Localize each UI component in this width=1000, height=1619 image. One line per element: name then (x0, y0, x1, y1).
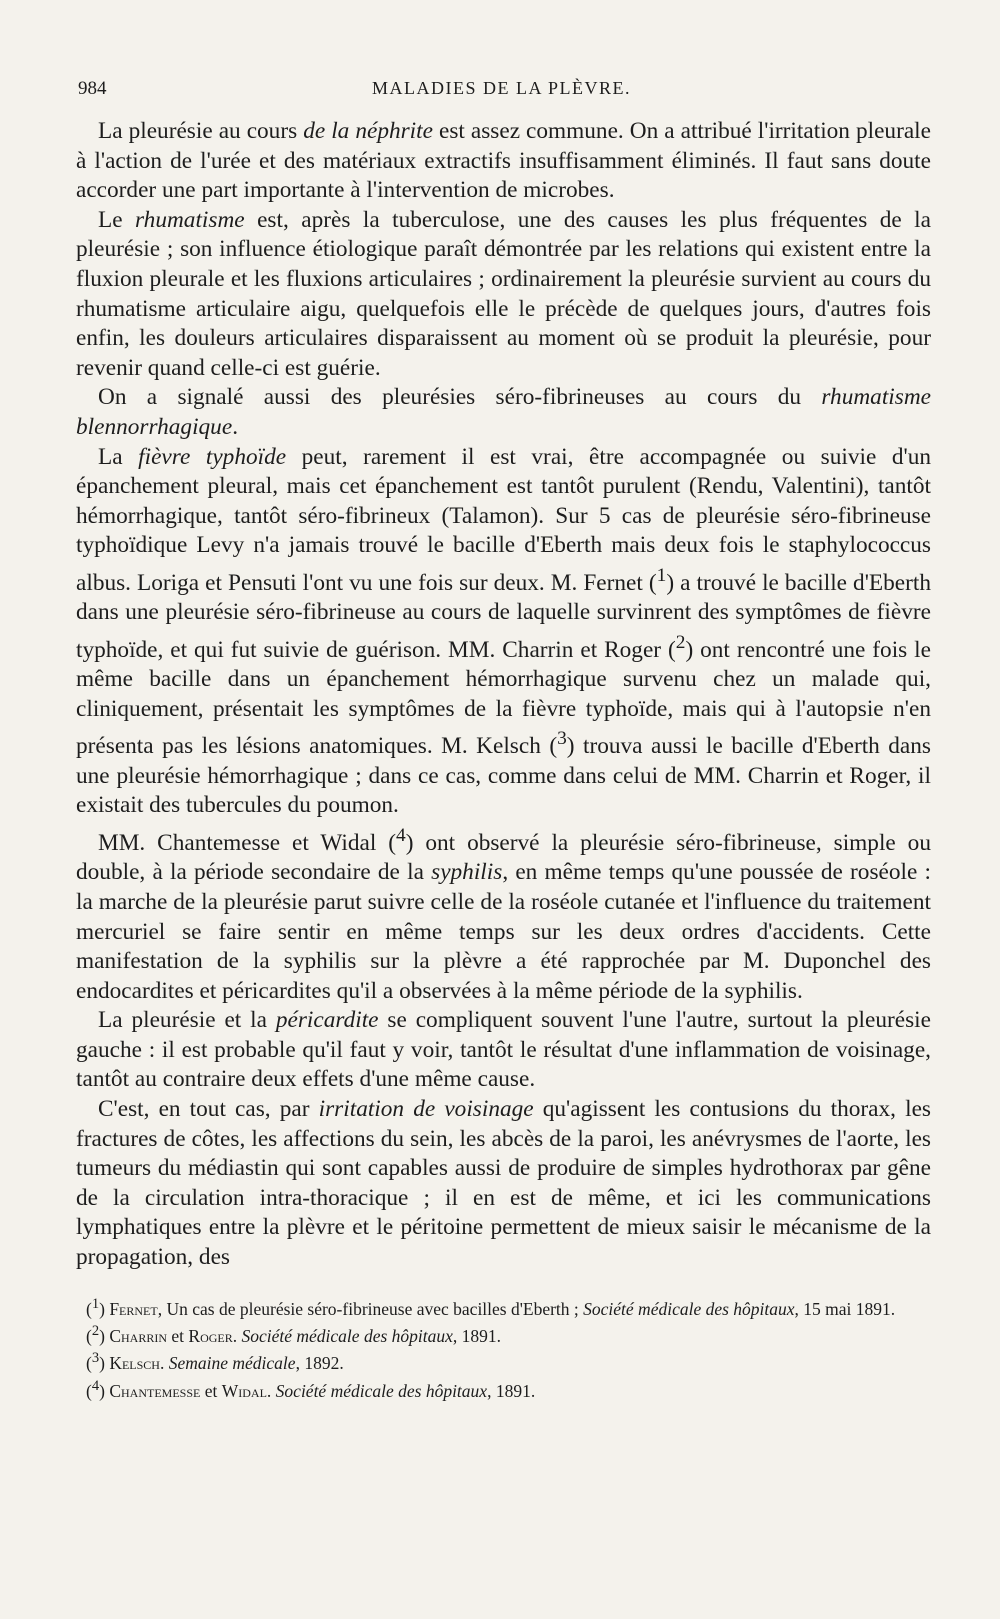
footnote-ref-4: 4 (396, 824, 406, 846)
paragraph-pericardite: La pleurésie et la péricardite se compliquent souvent l'une l'autre, surtout la pleurésie gauche : il est probable qu'il faut y voir, tantôt le résultat d'une inflammation de voisinage, tantôt au contraire deux effets d'une même cause. (76, 1007, 931, 1093)
paragraph-fievre-typhoide: La fièvre typhoïde peut, rarement il est vrai, être accompagnée ou suivie d'un épanchement pleural, mais cet épanchement est tantôt purulent (Rendu, Valentini), tantôt hémorrhagique, tantôt séro-fibrineux (Talamon). Sur 5 cas de pleurésie séro-fibrineuse typhoïdique Levy n'a jamais trouvé le bacille d'Eberth mais deux fois le staphylococcus albus. Loriga et Pensuti l'ont vu une fois sur deux. M. Fernet ($^1$) a trouvé le bacille d'Eberth dans une pleurésie séro-fibrineuse au cours de laquelle survinrent des symptômes de fièvre typhoïde, et qui fut suivie de guérison. MM. Charrin et Roger ($^2$) ont rencontré une fois le même bacille dans un épanchement hémorrhagique survenu chez un malade qui, cliniquement, présentait les symptômes de la fièvre typhoïde, mais qui à l'autopsie n'en présenta pas les lésions anatomiques. M. Kelsch ($^3$) trouva aussi le bacille d'Eberth dans une pleurésie hémorrhagique ; dans ce cas, comme dans celui de MM. Charrin et Roger, il existait des tubercules du poumon. (76, 443, 931, 819)
page-number: 984 (78, 78, 107, 99)
paragraph-blennorrhagique: On a signalé aussi des pleurésies séro-fibrineuses au cours du rhumatisme blennorrhagique. (76, 384, 931, 440)
footnote-ref-2: 2 (675, 631, 686, 653)
footnote-ref-3: 3 (557, 728, 567, 750)
paragraph-irritation-voisinage: C'est, en tout cas, par irritation de voisinage qu'agissent les contusions du thorax, les fractures de côtes, les affections du sein, les abcès de la paroi, les anévrysmes de l'aorte, les tumeurs du médiastin qui sont capables aussi de produire de simples hydrothorax par gêne de la circulation intra-thoracique ; il en est de même, et ici les communications lymphatiques entre la plèvre et le péritoine permettent de mieux saisir le mécanisme de la propagation, des (76, 1096, 932, 1271)
footnote-1: ($^1$) Fernet, Un cas de pleurésie séro-fibrineuse avec bacilles d'Eberth ; Société médicale des hôpitaux, 15 mai 1891. (86, 1295, 896, 1319)
page-body (76, 117, 931, 1402)
paragraph-nephrite: La pleurésie au cours de la néphrite est assez commune. On a attribué l'irritation pleurale à l'action de l'urée et des matériaux extractifs insuffisamment éliminés. Il faut sans doute accorder une part importante à l'intervention de microbes. (76, 118, 931, 204)
paragraph-rhumatisme: Le rhumatisme est, après la tuberculose, une des causes les plus fréquentes de la pleurésie ; son influence étiologique paraît démontrée par les relations qui existent entre la fluxion pleurale et les fluxions articulaires ; ordinairement la pleurésie survient au cours du rhumatisme articulaire aigu, quelquefois elle le précède de quelques jours, d'autres fois enfin, les douleurs articulaires disparaissent au moment où se produit la pleurésie, pour revenir quand celle-ci est guérie. (76, 206, 931, 381)
footnote-3: ($^3$) Kelsch. Semaine médicale, 1892. (86, 1350, 344, 1374)
footnote-4: ($^4$) Chantemesse et Widal. Société médicale des hôpitaux, 1891. (86, 1377, 536, 1401)
paragraph-syphilis: MM. Chantemesse et Widal ($^4$) ont observé la pleurésie séro-fibrineuse, simple ou double, à la période secondaire de la syphilis, en même temps qu'une poussée de roséole : la marche de la pleurésie parut suivre celle de la roséole cutanée et l'influence du traitement mercuriel se faire sentir en même temps sur les deux ordres d'accidents. Cette manifestation de la syphilis sur la plèvre a été rapprochée par M. Duponchel des endocardites et péricardites qu'il a observées à la même période de la syphilis. (76, 824, 931, 1004)
running-head: MALADIES DE LA PLÈVRE. (372, 78, 631, 98)
page-header (78, 78, 925, 108)
footnote-ref-1: 1 (656, 564, 667, 586)
footnotes (76, 1293, 931, 1402)
footnote-2: ($^2$) Charrin et Roger. Société médicale des hôpitaux, 1891. (86, 1322, 502, 1346)
